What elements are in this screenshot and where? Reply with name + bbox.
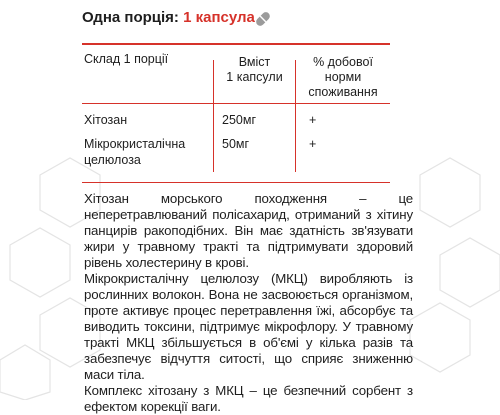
header-content-line2: 1 капсули xyxy=(226,70,283,84)
product-description xyxy=(84,191,413,415)
description-paragraph: Мікрокристалічну целюлозу (МКЦ) виробляють із рослинних волокон. Вона не засвоюється організмом, проте активує процес перетравлення їжі, абсорбує та виводить токсини, підтримує мікрофлору. У травному тракті МКЦ збільшується в об'ємі у кілька разів та забезпечує відчуття ситості, що сприяє зниженню маси тіла. xyxy=(84,271,413,382)
table-header-rule xyxy=(82,103,390,104)
header-daily-line3: споживання xyxy=(308,85,378,99)
row-amount: 50мг xyxy=(222,137,250,151)
capsule-icon xyxy=(253,9,273,29)
row-daily: + xyxy=(309,137,317,151)
header-daily-line1: % добової xyxy=(313,55,373,69)
row-name: Хітозан xyxy=(84,113,128,127)
row-amount: 250мг xyxy=(222,113,257,127)
serving-amount: 1 капсула xyxy=(183,9,255,26)
row-daily: + xyxy=(309,113,317,127)
description-paragraph: Комплекс хітозану з МКЦ – це безпечний сорбент з ефектом корекції ваги. xyxy=(84,383,413,414)
row-name: Мікрокристалічна xyxy=(84,137,186,151)
header-composition: Склад 1 порції xyxy=(84,52,169,66)
description-paragraph: Хітозан морського походження – це неперетравлюваний полісахарид, отриманий з хітину панцирів ракоподібних. Він має здатність зв'язувати жири у травному тракті та підтримувати здоровий рівень холестерину в крові. xyxy=(84,191,413,270)
serving-size xyxy=(82,9,255,26)
header-daily-line2: норми xyxy=(324,70,362,84)
serving-label: Одна порція: xyxy=(82,9,179,26)
header-content-line1: Вміст xyxy=(238,55,271,69)
table-top-rule xyxy=(82,43,390,45)
table-bottom-rule xyxy=(82,182,390,183)
row-name-line2: целюлоза xyxy=(84,153,141,167)
